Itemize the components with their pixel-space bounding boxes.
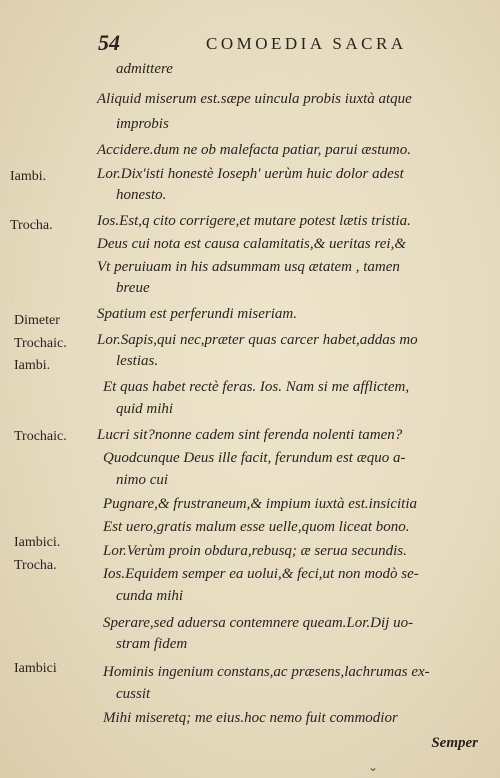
text-line: Lucri sit?nonne cadem sint ferenda nolenti tamen? bbox=[97, 427, 403, 443]
text-line: Aliquid miserum est.sæpe uincula probis iuxtà atque bbox=[97, 91, 412, 107]
catchword: Semper bbox=[431, 735, 478, 751]
margin-note: Dimeter bbox=[14, 313, 60, 328]
text-line: Ios.Equidem semper ea uolui,& feci,ut non modò se- bbox=[103, 566, 419, 582]
text-line: Deus cui nota est causa calamitatis,& ueritas rei,& bbox=[97, 236, 407, 252]
text-line: honesto. bbox=[116, 187, 167, 203]
margin-note: Trocha. bbox=[14, 558, 57, 573]
margin-note: Iambi. bbox=[14, 358, 51, 373]
text-line: Lor.Sapis,qui nec,præter quas carcer habet,addas mo bbox=[97, 332, 418, 348]
running-title: COMOEDIA SACRA bbox=[206, 34, 407, 53]
text-line: Lor.Dix'isti honestè Ioseph' uerùm huic dolor adest bbox=[97, 166, 404, 182]
text-line: improbis bbox=[116, 116, 169, 132]
margin-note: Trochaic. bbox=[14, 336, 67, 351]
text-line: Accidere.dum ne ob malefacta patiar, parui æstumo. bbox=[97, 142, 411, 158]
text-line: Et quas habet rectè feras. Ios. Nam si me afflictem, bbox=[103, 379, 410, 395]
text-line: Sperare,sed aduersa contemnere queam.Lor.Dij uo- bbox=[103, 615, 414, 631]
text-line: breue bbox=[116, 280, 150, 296]
text-line: Lor.Verùm proin obdura,rebusq; æ serua secundis. bbox=[103, 543, 407, 559]
text-line: Ios.Est,q cito corrigere,et mutare potest lætis tristia. bbox=[97, 213, 411, 229]
text-line: Quodcunque Deus ille facit, ferundum est æquo a- bbox=[103, 450, 406, 466]
text-line: nimo cui bbox=[116, 472, 169, 488]
page-header bbox=[98, 30, 438, 58]
text-line: Pugnare,& frustraneum,& impium iuxtà est.insicitia bbox=[103, 496, 418, 512]
margin-note: Trochaic. bbox=[14, 429, 67, 444]
text-line: admittere bbox=[116, 61, 173, 77]
text-line: Mihi miseretq; me eius.hoc nemo fuit commodior bbox=[103, 710, 398, 726]
bottom-mark: ⌄ bbox=[368, 760, 379, 774]
margin-note: Iambici bbox=[14, 661, 57, 676]
text-line: quid mihi bbox=[116, 401, 174, 417]
text-line: stram fidem bbox=[116, 636, 188, 652]
margin-note: Trocha. bbox=[10, 218, 53, 233]
text-line: cussit bbox=[116, 686, 151, 702]
text-line: Est uero,gratis malum esse uelle,quom liceat bono. bbox=[103, 519, 410, 535]
text-line: cunda mihi bbox=[116, 588, 184, 604]
text-line: lestias. bbox=[116, 353, 159, 369]
margin-note: Iambi. bbox=[10, 169, 47, 184]
text-line: Hominis ingenium constans,ac præsens,lachrumas ex- bbox=[103, 664, 430, 680]
page-number: 54 bbox=[98, 30, 120, 55]
margin-note: Iambici. bbox=[14, 535, 61, 550]
text-line: Spatium est perferundi miseriam. bbox=[97, 306, 297, 322]
text-line: Vt peruiuam in his adsummam usq ætatem , tamen bbox=[97, 259, 400, 275]
